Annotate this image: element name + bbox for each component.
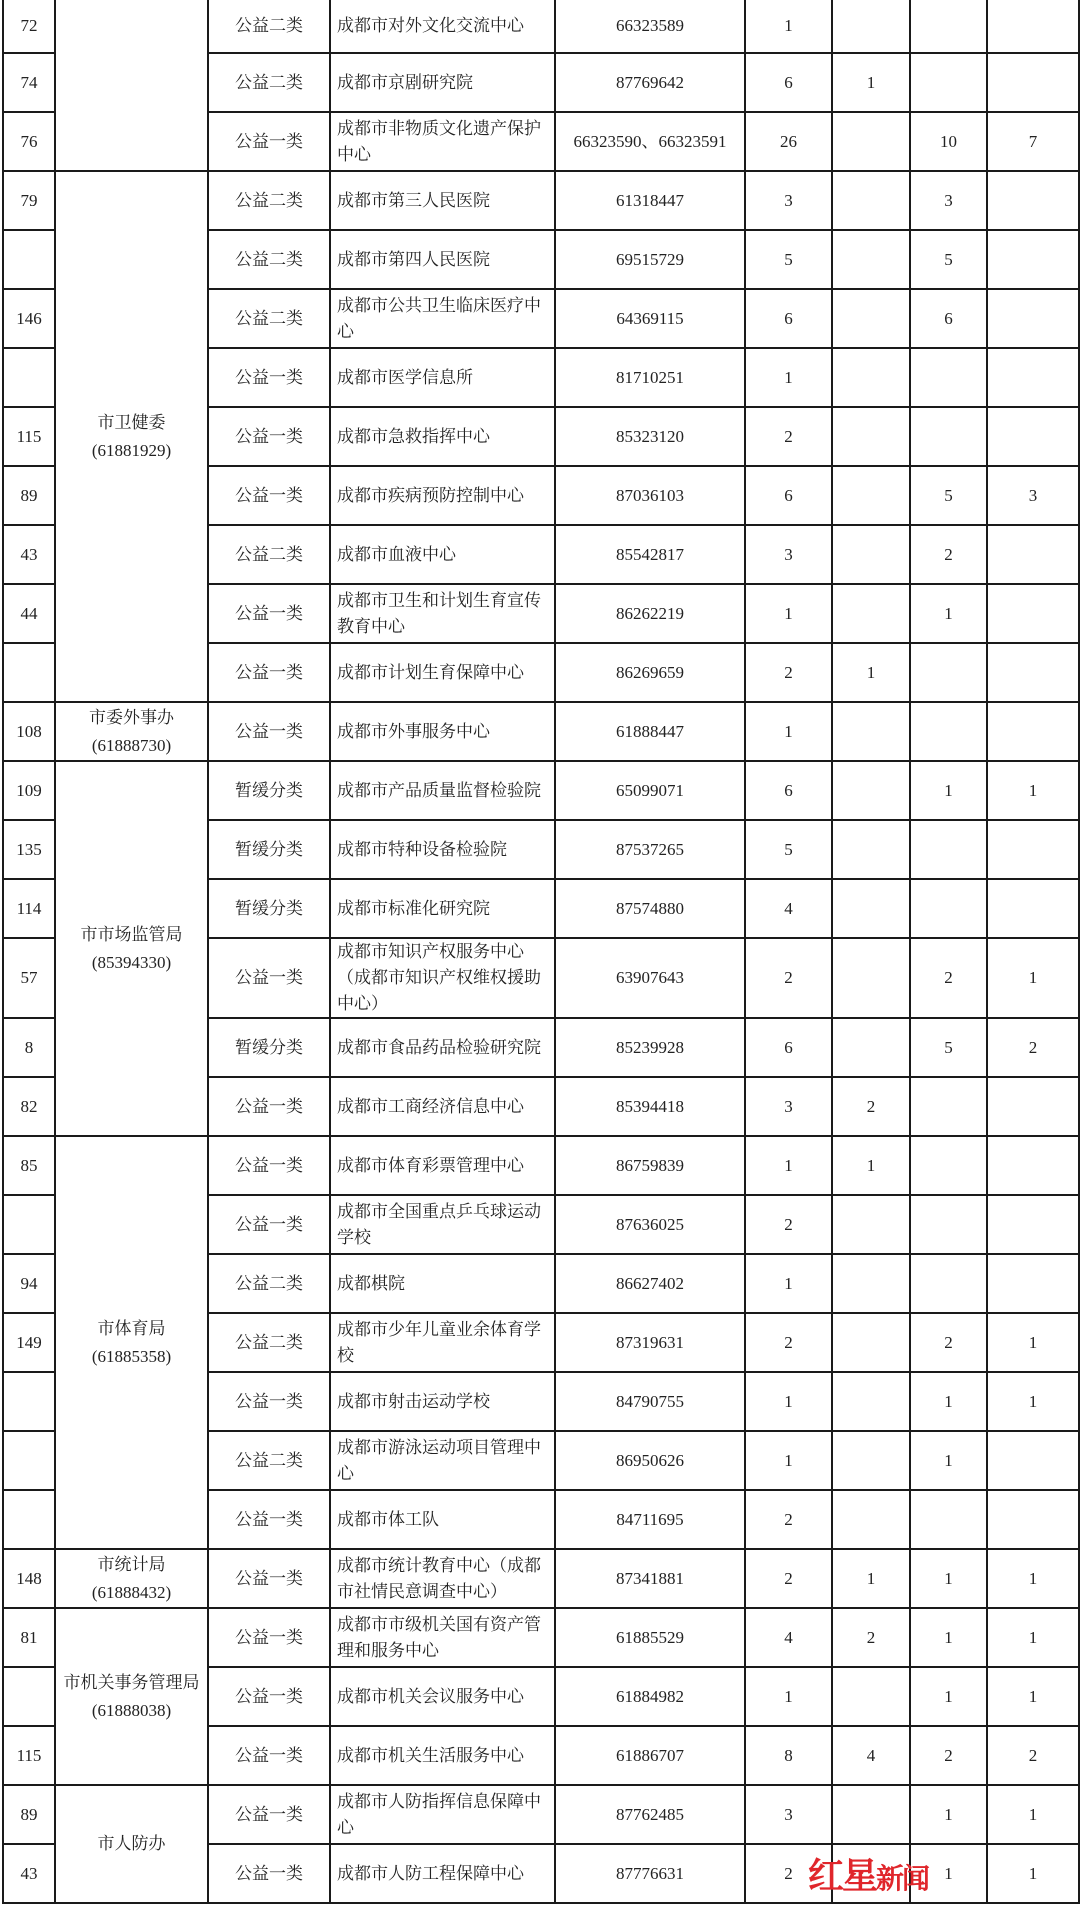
department-name: 市人防办 bbox=[97, 1834, 166, 1853]
unit-phone: 64369115 bbox=[555, 289, 745, 348]
row-number: 74 bbox=[3, 53, 55, 112]
row-number bbox=[3, 643, 55, 702]
count-cell bbox=[987, 348, 1079, 407]
count-cell bbox=[987, 1490, 1079, 1549]
department-name: 市市场监管局 bbox=[80, 924, 183, 944]
count-cell: 6 bbox=[745, 53, 832, 112]
department-cell bbox=[55, 1549, 208, 1608]
count-cell: 8 bbox=[745, 1726, 832, 1785]
count-cell: 1 bbox=[745, 1372, 832, 1431]
count-cell bbox=[910, 820, 987, 879]
unit-name: 成都市医学信息所 bbox=[330, 348, 555, 407]
count-cell: 2 bbox=[910, 938, 987, 1018]
unit-phone: 87769642 bbox=[555, 53, 745, 112]
row-number bbox=[3, 1667, 55, 1726]
unit-phone: 86262219 bbox=[555, 584, 745, 643]
department-phone: (85394330) bbox=[91, 952, 172, 972]
unit-name: 成都市第三人民医院 bbox=[330, 171, 555, 230]
count-cell: 7 bbox=[987, 112, 1079, 171]
unit-category: 公益一类 bbox=[208, 938, 330, 1018]
row-number: 108 bbox=[3, 702, 55, 761]
count-cell bbox=[832, 1372, 910, 1431]
row-number: 43 bbox=[3, 1844, 55, 1903]
count-cell: 1 bbox=[745, 1667, 832, 1726]
count-cell: 2 bbox=[987, 1726, 1079, 1785]
unit-phone: 85394418 bbox=[555, 1077, 745, 1136]
unit-category: 公益二类 bbox=[208, 525, 330, 584]
row-number: 89 bbox=[3, 1785, 55, 1844]
row-number: 72 bbox=[3, 0, 55, 53]
row-number: 109 bbox=[3, 761, 55, 820]
count-cell bbox=[987, 0, 1079, 53]
count-cell bbox=[832, 1667, 910, 1726]
unit-category: 公益一类 bbox=[208, 407, 330, 466]
unit-phone: 86269659 bbox=[555, 643, 745, 702]
row-number bbox=[3, 230, 55, 289]
row-number: 8 bbox=[3, 1018, 55, 1077]
unit-category: 公益二类 bbox=[208, 53, 330, 112]
count-cell: 5 bbox=[910, 230, 987, 289]
count-cell bbox=[910, 643, 987, 702]
unit-name: 成都市对外文化交流中心 bbox=[330, 0, 555, 53]
count-cell bbox=[987, 1431, 1079, 1490]
unit-category: 公益一类 bbox=[208, 1667, 330, 1726]
department-name: 市机关事务管理局 bbox=[63, 1672, 200, 1692]
count-cell bbox=[832, 1254, 910, 1313]
unit-category: 公益一类 bbox=[208, 584, 330, 643]
count-cell bbox=[987, 525, 1079, 584]
count-cell: 1 bbox=[987, 1785, 1079, 1844]
row-number: 82 bbox=[3, 1077, 55, 1136]
count-cell: 1 bbox=[832, 1549, 910, 1608]
count-cell: 1 bbox=[910, 1608, 987, 1667]
row-number: 76 bbox=[3, 112, 55, 171]
count-cell bbox=[910, 1195, 987, 1254]
count-cell: 1 bbox=[910, 1785, 987, 1844]
count-cell: 1 bbox=[745, 584, 832, 643]
unit-name: 成都市血液中心 bbox=[330, 525, 555, 584]
unit-category: 公益二类 bbox=[208, 1313, 330, 1372]
count-cell bbox=[910, 407, 987, 466]
department-name: 市委外事办 bbox=[89, 707, 174, 727]
unit-phone: 61888447 bbox=[555, 702, 745, 761]
count-cell: 2 bbox=[745, 407, 832, 466]
count-cell bbox=[987, 1136, 1079, 1195]
unit-phone: 87762485 bbox=[555, 1785, 745, 1844]
count-cell bbox=[910, 53, 987, 112]
unit-name: 成都市外事服务中心 bbox=[330, 702, 555, 761]
unit-name: 成都市少年儿童业余体育学校 bbox=[330, 1313, 555, 1372]
count-cell: 2 bbox=[745, 643, 832, 702]
unit-phone: 63907643 bbox=[555, 938, 745, 1018]
table-row bbox=[3, 702, 1079, 761]
row-number: 114 bbox=[3, 879, 55, 938]
count-cell: 1 bbox=[745, 1431, 832, 1490]
count-cell bbox=[832, 407, 910, 466]
row-number bbox=[3, 348, 55, 407]
unit-category: 公益一类 bbox=[208, 1195, 330, 1254]
unit-name: 成都市统计教育中心（成都市社情民意调查中心） bbox=[330, 1549, 555, 1608]
unit-category: 公益一类 bbox=[208, 643, 330, 702]
row-number: 149 bbox=[3, 1313, 55, 1372]
count-cell bbox=[987, 230, 1079, 289]
row-number bbox=[3, 1195, 55, 1254]
count-cell: 1 bbox=[987, 1667, 1079, 1726]
count-cell bbox=[832, 1490, 910, 1549]
table-row bbox=[3, 0, 1079, 53]
unit-phone: 86759839 bbox=[555, 1136, 745, 1195]
unit-name: 成都市非物质文化遗产保护中心 bbox=[330, 112, 555, 171]
count-cell bbox=[987, 702, 1079, 761]
count-cell: 2 bbox=[987, 1018, 1079, 1077]
unit-name: 成都市射击运动学校 bbox=[330, 1372, 555, 1431]
count-cell: 1 bbox=[745, 702, 832, 761]
unit-phone: 61886707 bbox=[555, 1726, 745, 1785]
count-cell: 6 bbox=[745, 761, 832, 820]
count-cell: 6 bbox=[910, 289, 987, 348]
unit-phone: 87636025 bbox=[555, 1195, 745, 1254]
count-cell: 1 bbox=[910, 1549, 987, 1608]
unit-phone: 69515729 bbox=[555, 230, 745, 289]
unit-phone: 66323589 bbox=[555, 0, 745, 53]
row-number: 148 bbox=[3, 1549, 55, 1608]
count-cell bbox=[987, 643, 1079, 702]
unit-phone: 84711695 bbox=[555, 1490, 745, 1549]
unit-name: 成都市人防工程保障中心 bbox=[330, 1844, 555, 1903]
row-number: 115 bbox=[3, 1726, 55, 1785]
unit-category: 公益一类 bbox=[208, 1549, 330, 1608]
unit-category: 公益二类 bbox=[208, 230, 330, 289]
unit-name: 成都市体育彩票管理中心 bbox=[330, 1136, 555, 1195]
row-number bbox=[3, 1490, 55, 1549]
count-cell: 2 bbox=[745, 1549, 832, 1608]
unit-category: 公益二类 bbox=[208, 0, 330, 53]
watermark-logo: 红星新闻 bbox=[808, 1855, 929, 1897]
table-row bbox=[3, 1608, 1079, 1667]
department-cell bbox=[55, 1136, 208, 1549]
count-cell: 1 bbox=[987, 761, 1079, 820]
unit-phone: 85323120 bbox=[555, 407, 745, 466]
count-cell: 2 bbox=[745, 938, 832, 1018]
count-cell bbox=[832, 1313, 910, 1372]
count-cell bbox=[987, 407, 1079, 466]
count-cell: 3 bbox=[745, 1077, 832, 1136]
count-cell: 2 bbox=[832, 1077, 910, 1136]
row-number: 89 bbox=[3, 466, 55, 525]
row-number: 44 bbox=[3, 584, 55, 643]
unit-phone: 87776631 bbox=[555, 1844, 745, 1903]
count-cell: 5 bbox=[745, 230, 832, 289]
count-cell: 1 bbox=[832, 643, 910, 702]
count-cell: 1 bbox=[832, 53, 910, 112]
unit-phone: 61884982 bbox=[555, 1667, 745, 1726]
count-cell bbox=[832, 761, 910, 820]
unit-category: 公益一类 bbox=[208, 1136, 330, 1195]
count-cell bbox=[987, 1077, 1079, 1136]
count-cell: 1 bbox=[745, 0, 832, 53]
row-number: 57 bbox=[3, 938, 55, 1018]
count-cell: 2 bbox=[745, 1195, 832, 1254]
unit-category: 公益二类 bbox=[208, 1431, 330, 1490]
unit-name: 成都市食品药品检验研究院 bbox=[330, 1018, 555, 1077]
unit-category: 公益一类 bbox=[208, 1372, 330, 1431]
unit-category: 公益二类 bbox=[208, 1254, 330, 1313]
count-cell: 3 bbox=[745, 525, 832, 584]
unit-category: 暂缓分类 bbox=[208, 820, 330, 879]
unit-phone: 85239928 bbox=[555, 1018, 745, 1077]
row-number: 94 bbox=[3, 1254, 55, 1313]
count-cell: 4 bbox=[745, 1608, 832, 1667]
count-cell: 2 bbox=[745, 1490, 832, 1549]
department-cell bbox=[55, 702, 208, 761]
table-row bbox=[3, 1785, 1079, 1844]
row-number: 81 bbox=[3, 1608, 55, 1667]
count-cell: 1 bbox=[987, 1608, 1079, 1667]
row-number: 85 bbox=[3, 1136, 55, 1195]
count-cell bbox=[910, 1077, 987, 1136]
unit-phone: 84790755 bbox=[555, 1372, 745, 1431]
unit-name: 成都市游泳运动项目管理中心 bbox=[330, 1431, 555, 1490]
count-cell: 3 bbox=[910, 171, 987, 230]
table-row bbox=[3, 171, 1079, 230]
count-cell: 4 bbox=[832, 1726, 910, 1785]
unit-name: 成都市疾病预防控制中心 bbox=[330, 466, 555, 525]
department-phone: (61885358) bbox=[91, 1346, 172, 1366]
count-cell bbox=[987, 820, 1079, 879]
staffing-table bbox=[2, 0, 1080, 1904]
count-cell bbox=[987, 1195, 1079, 1254]
unit-category: 公益一类 bbox=[208, 348, 330, 407]
count-cell bbox=[987, 53, 1079, 112]
department-cell bbox=[55, 1785, 208, 1903]
count-cell bbox=[910, 702, 987, 761]
count-cell: 3 bbox=[987, 466, 1079, 525]
count-cell bbox=[832, 1195, 910, 1254]
count-cell: 10 bbox=[910, 112, 987, 171]
unit-name: 成都市工商经济信息中心 bbox=[330, 1077, 555, 1136]
department-phone: (61888038) bbox=[91, 1700, 172, 1720]
unit-category: 公益一类 bbox=[208, 1077, 330, 1136]
count-cell bbox=[987, 879, 1079, 938]
department-name: 市体育局 bbox=[97, 1318, 166, 1338]
unit-phone: 87574880 bbox=[555, 879, 745, 938]
count-cell: 6 bbox=[745, 1018, 832, 1077]
unit-phone: 61318447 bbox=[555, 171, 745, 230]
count-cell bbox=[832, 1785, 910, 1844]
count-cell: 1 bbox=[987, 1313, 1079, 1372]
count-cell bbox=[832, 584, 910, 643]
unit-phone: 86950626 bbox=[555, 1431, 745, 1490]
unit-category: 公益一类 bbox=[208, 1608, 330, 1667]
unit-category: 公益一类 bbox=[208, 466, 330, 525]
count-cell: 3 bbox=[745, 1785, 832, 1844]
count-cell bbox=[910, 348, 987, 407]
department-phone: (61888730) bbox=[91, 735, 172, 755]
unit-category: 公益二类 bbox=[208, 289, 330, 348]
row-number: 79 bbox=[3, 171, 55, 230]
count-cell bbox=[832, 879, 910, 938]
count-cell bbox=[832, 1431, 910, 1490]
count-cell bbox=[987, 1254, 1079, 1313]
count-cell bbox=[832, 171, 910, 230]
count-cell: 2 bbox=[910, 525, 987, 584]
row-number: 115 bbox=[3, 407, 55, 466]
unit-name: 成都市第四人民医院 bbox=[330, 230, 555, 289]
count-cell: 1 bbox=[910, 761, 987, 820]
unit-name: 成都市急救指挥中心 bbox=[330, 407, 555, 466]
department-name: 市统计局 bbox=[97, 1554, 166, 1574]
count-cell bbox=[910, 1254, 987, 1313]
unit-phone: 66323590、66323591 bbox=[555, 112, 745, 171]
count-cell bbox=[832, 938, 910, 1018]
count-cell bbox=[832, 1018, 910, 1077]
count-cell: 1 bbox=[745, 348, 832, 407]
unit-category: 公益一类 bbox=[208, 702, 330, 761]
unit-category: 暂缓分类 bbox=[208, 1018, 330, 1077]
department-cell bbox=[55, 761, 208, 1136]
unit-name: 成都市京剧研究院 bbox=[330, 53, 555, 112]
count-cell: 3 bbox=[745, 171, 832, 230]
row-number: 43 bbox=[3, 525, 55, 584]
unit-name: 成都市全国重点乒乓球运动学校 bbox=[330, 1195, 555, 1254]
count-cell bbox=[832, 0, 910, 53]
count-cell bbox=[832, 230, 910, 289]
unit-phone: 87036103 bbox=[555, 466, 745, 525]
count-cell: 5 bbox=[910, 1018, 987, 1077]
count-cell: 1 bbox=[745, 1254, 832, 1313]
count-cell: 5 bbox=[910, 466, 987, 525]
row-number bbox=[3, 1431, 55, 1490]
count-cell bbox=[987, 289, 1079, 348]
unit-category: 暂缓分类 bbox=[208, 879, 330, 938]
unit-category: 暂缓分类 bbox=[208, 761, 330, 820]
unit-name: 成都市产品质量监督检验院 bbox=[330, 761, 555, 820]
unit-name: 成都市公共卫生临床医疗中心 bbox=[330, 289, 555, 348]
count-cell bbox=[987, 171, 1079, 230]
count-cell bbox=[832, 466, 910, 525]
unit-category: 公益二类 bbox=[208, 171, 330, 230]
count-cell: 1 bbox=[987, 1844, 1079, 1903]
unit-name: 成都市体工队 bbox=[330, 1490, 555, 1549]
department-phone: (61881929) bbox=[91, 440, 172, 460]
count-cell: 26 bbox=[745, 112, 832, 171]
unit-name: 成都市市级机关国有资产管理和服务中心 bbox=[330, 1608, 555, 1667]
count-cell: 4 bbox=[745, 879, 832, 938]
count-cell bbox=[987, 584, 1079, 643]
count-cell bbox=[910, 879, 987, 938]
unit-name: 成都市标准化研究院 bbox=[330, 879, 555, 938]
count-cell: 1 bbox=[987, 1549, 1079, 1608]
unit-category: 公益一类 bbox=[208, 1785, 330, 1844]
count-cell: 1 bbox=[910, 1667, 987, 1726]
unit-category: 公益一类 bbox=[208, 1844, 330, 1903]
count-cell bbox=[832, 820, 910, 879]
count-cell: 6 bbox=[745, 289, 832, 348]
unit-phone: 65099071 bbox=[555, 761, 745, 820]
table-row bbox=[3, 761, 1079, 820]
row-number: 135 bbox=[3, 820, 55, 879]
unit-name: 成都市人防指挥信息保障中心 bbox=[330, 1785, 555, 1844]
count-cell bbox=[832, 348, 910, 407]
count-cell: 1 bbox=[910, 1372, 987, 1431]
count-cell bbox=[910, 1136, 987, 1195]
count-cell: 6 bbox=[745, 466, 832, 525]
count-cell: 2 bbox=[832, 1608, 910, 1667]
department-phone: (61888432) bbox=[91, 1582, 172, 1602]
row-number bbox=[3, 1372, 55, 1431]
count-cell bbox=[832, 112, 910, 171]
unit-phone: 87537265 bbox=[555, 820, 745, 879]
count-cell bbox=[832, 289, 910, 348]
unit-phone: 85542817 bbox=[555, 525, 745, 584]
count-cell: 1 bbox=[910, 584, 987, 643]
count-cell: 1 bbox=[910, 1844, 987, 1903]
count-cell bbox=[832, 525, 910, 584]
unit-category: 公益一类 bbox=[208, 112, 330, 171]
unit-name: 成都市机关生活服务中心 bbox=[330, 1726, 555, 1785]
unit-name: 成都市计划生育保障中心 bbox=[330, 643, 555, 702]
count-cell: 2 bbox=[745, 1844, 832, 1903]
count-cell: 2 bbox=[910, 1313, 987, 1372]
count-cell: 1 bbox=[987, 1372, 1079, 1431]
count-cell: 5 bbox=[745, 820, 832, 879]
count-cell bbox=[832, 702, 910, 761]
unit-name: 成都市卫生和计划生育宣传教育中心 bbox=[330, 584, 555, 643]
count-cell: 2 bbox=[910, 1726, 987, 1785]
unit-name: 成都棋院 bbox=[330, 1254, 555, 1313]
department-cell bbox=[55, 0, 208, 171]
table-row bbox=[3, 1549, 1079, 1608]
unit-name: 成都市知识产权服务中心（成都市知识产权维权援助中心） bbox=[330, 938, 555, 1018]
count-cell: 1 bbox=[910, 1431, 987, 1490]
table-row bbox=[3, 1136, 1079, 1195]
unit-phone: 86627402 bbox=[555, 1254, 745, 1313]
count-cell: 2 bbox=[745, 1313, 832, 1372]
unit-name: 成都市特种设备检验院 bbox=[330, 820, 555, 879]
unit-category: 公益一类 bbox=[208, 1726, 330, 1785]
unit-phone: 87341881 bbox=[555, 1549, 745, 1608]
department-name: 市卫健委 bbox=[97, 412, 166, 432]
unit-phone: 87319631 bbox=[555, 1313, 745, 1372]
unit-name: 成都市机关会议服务中心 bbox=[330, 1667, 555, 1726]
unit-phone: 61885529 bbox=[555, 1608, 745, 1667]
count-cell: 1 bbox=[832, 1136, 910, 1195]
count-cell: 1 bbox=[745, 1136, 832, 1195]
count-cell bbox=[910, 1490, 987, 1549]
unit-category: 公益一类 bbox=[208, 1490, 330, 1549]
count-cell: 1 bbox=[987, 938, 1079, 1018]
department-cell bbox=[55, 1608, 208, 1785]
department-cell bbox=[55, 171, 208, 702]
unit-phone: 81710251 bbox=[555, 348, 745, 407]
row-number: 146 bbox=[3, 289, 55, 348]
count-cell bbox=[910, 0, 987, 53]
